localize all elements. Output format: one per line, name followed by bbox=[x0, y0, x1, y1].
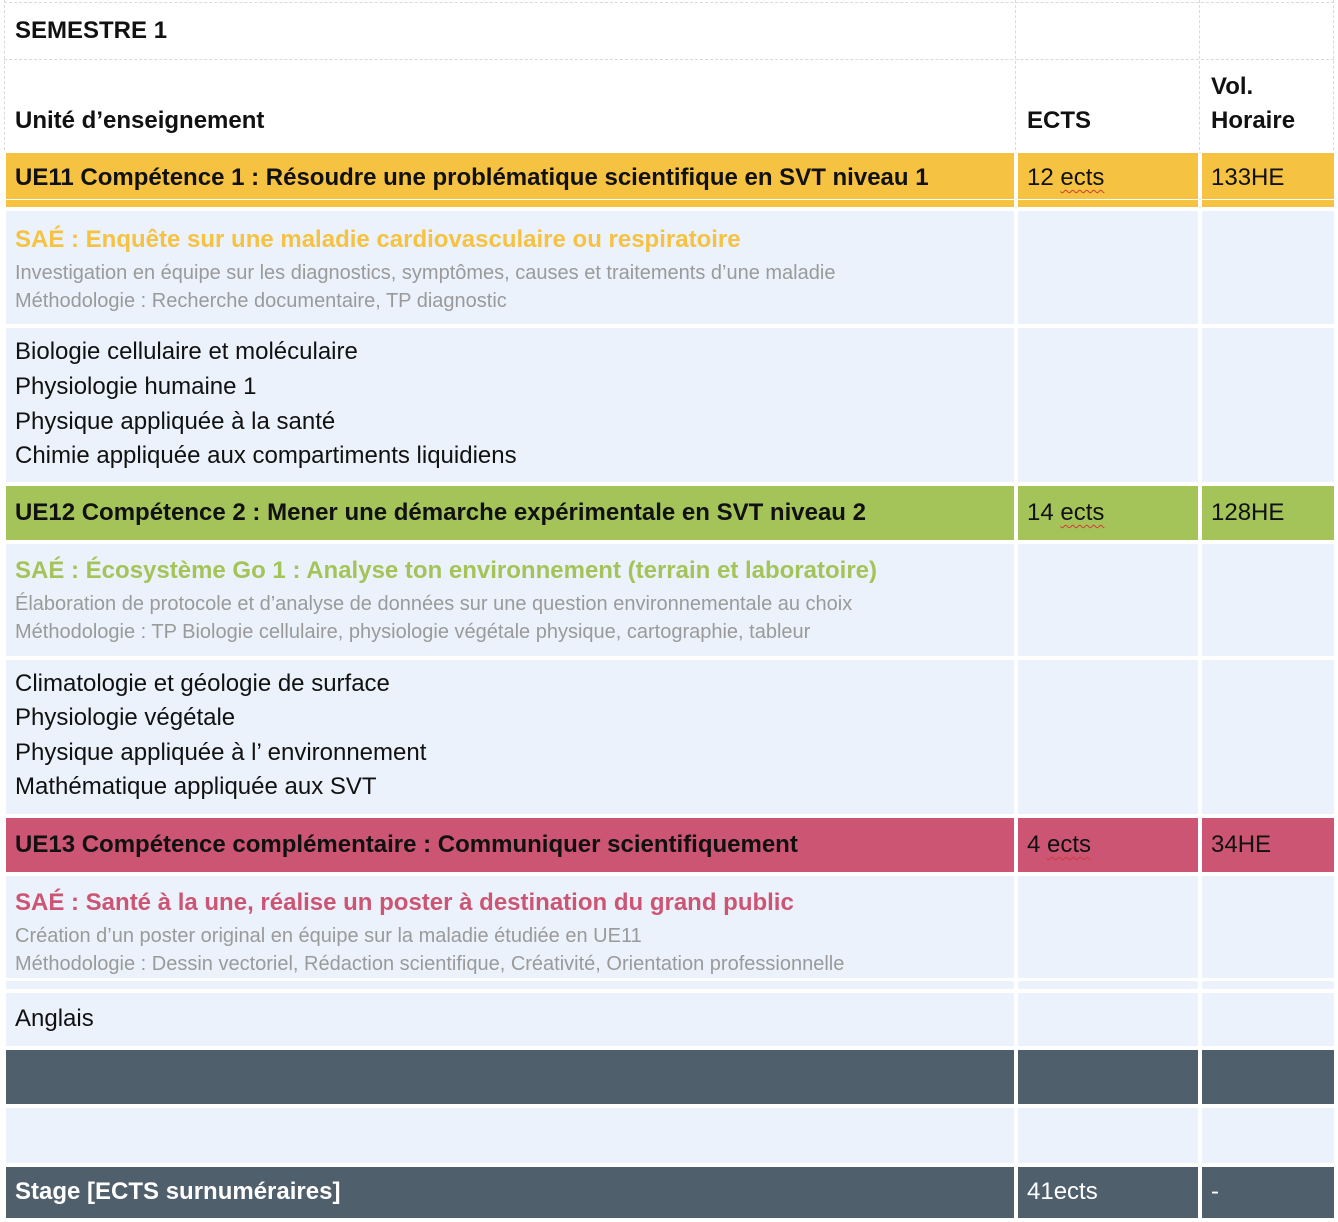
column-header-unit: Unité d’enseignement bbox=[15, 107, 265, 134]
empty-dark-row bbox=[0, 1050, 1338, 1104]
ue12-sae-title: SAÉ : Écosystème Go 1 : Analyse ton environnement (terrain et laboratoire) bbox=[15, 557, 877, 584]
ue12-sae-description: Élaboration de protocole et d’analyse de données sur une question environnementale au choix bbox=[15, 593, 853, 615]
ue13-sae-title: SAÉ : Santé à la une, réalise un poster à destination du grand public bbox=[15, 889, 794, 916]
ue11-sae-row bbox=[0, 211, 1338, 324]
list-item: Physiologie végétale bbox=[15, 704, 236, 731]
list-item: Physique appliquée à la santé bbox=[15, 408, 336, 435]
ue13-sae-row bbox=[0, 876, 1338, 978]
stage-hours-cell bbox=[1202, 1167, 1334, 1218]
ue12-hours-cell bbox=[1202, 486, 1334, 540]
ue11-ects-unit: ects bbox=[1060, 164, 1105, 191]
ue12-sae-methodology: Méthodologie : TP Biologie cellulaire, physiologie végétale physique, cartographie, tableur bbox=[15, 621, 811, 643]
ue12-ects-number: 14 bbox=[1027, 499, 1054, 526]
ue11-stripe bbox=[0, 200, 1338, 207]
column-header-volume: Vol. bbox=[1211, 73, 1254, 100]
ue13-courses-row bbox=[0, 993, 1338, 1046]
ue11-courses-row bbox=[0, 328, 1338, 482]
stage-ects: 41ects bbox=[1027, 1178, 1098, 1205]
ue12-header-row bbox=[0, 486, 1338, 540]
ue13-sae-description: Création d’un poster original en équipe sur la maladie étudiée en UE11 bbox=[15, 925, 642, 947]
column-header-ects: ECTS bbox=[1027, 107, 1092, 134]
list-item: Biologie cellulaire et moléculaire bbox=[15, 338, 358, 365]
ue12-courses-row bbox=[0, 660, 1338, 814]
ue13-title-cell bbox=[6, 818, 1014, 872]
ue11-courses-cell bbox=[6, 328, 1014, 482]
list-item: Physiologie humaine 1 bbox=[15, 373, 257, 400]
stage-ects-cell bbox=[1018, 1167, 1198, 1218]
ue11-hours: 133HE bbox=[1211, 164, 1285, 191]
table-header bbox=[0, 60, 1338, 150]
ue12-sae-cell bbox=[6, 544, 1014, 656]
ue13-hours-cell bbox=[1202, 818, 1334, 872]
list-item: Physique appliquée à l’ environnement bbox=[15, 739, 427, 766]
ue11-sae-title: SAÉ : Enquête sur une maladie cardiovasculaire ou respiratoire bbox=[15, 226, 741, 253]
ue13-ects-unit: ects bbox=[1047, 831, 1092, 858]
ue11-sae-methodology: Méthodologie : Recherche documentaire, TP diagnostic bbox=[15, 290, 507, 312]
ue12-hours: 128HE bbox=[1211, 499, 1285, 526]
ue11-ects bbox=[1027, 164, 1104, 192]
semester-row bbox=[0, 3, 1338, 59]
ue12-sae-row bbox=[0, 544, 1338, 656]
ue11-sae-description: Investigation en équipe sur les diagnostics, symptômes, causes et traitements d’une maladie bbox=[15, 262, 836, 284]
ue13-spacer-row bbox=[0, 981, 1338, 989]
ue12-title: UE12 Compétence 2 : Mener une démarche expérimentale en SVT niveau 2 bbox=[15, 499, 866, 526]
ue11-header-row bbox=[0, 153, 1338, 199]
ue13-sae-methodology: Méthodologie : Dessin vectoriel, Rédaction scientifique, Créativité, Orientation professionnelle bbox=[15, 953, 845, 975]
ue11-ects-number: 12 bbox=[1027, 164, 1054, 191]
ue12-title-cell bbox=[6, 486, 1014, 540]
ue13-sae-cell bbox=[6, 876, 1014, 978]
ue11-title-cell bbox=[6, 153, 1014, 199]
stage-label-cell bbox=[6, 1167, 1014, 1218]
ue13-title: UE13 Compétence complémentaire : Communiquer scientifiquement bbox=[15, 831, 798, 858]
stage-row bbox=[0, 1167, 1338, 1218]
stage-label: Stage [ECTS surnuméraires] bbox=[15, 1178, 341, 1205]
stage-hours: - bbox=[1211, 1178, 1219, 1205]
ue13-ects bbox=[1027, 831, 1091, 859]
ue11-hours-cell bbox=[1202, 153, 1334, 199]
ue12-ects-unit: ects bbox=[1060, 499, 1105, 526]
list-item: Chimie appliquée aux compartiments liquidiens bbox=[15, 442, 517, 469]
ue12-ects-cell bbox=[1018, 486, 1198, 540]
list-item: Climatologie et géologie de surface bbox=[15, 670, 390, 697]
ue11-sae-cell bbox=[6, 211, 1014, 324]
ue12-courses-cell bbox=[6, 660, 1014, 814]
list-item: Anglais bbox=[15, 1005, 94, 1032]
empty-light-row bbox=[0, 1108, 1338, 1163]
column-header-hours: Horaire bbox=[1211, 107, 1296, 134]
semester-title: SEMESTRE 1 bbox=[15, 17, 168, 44]
ue11-title: UE11 Compétence 1 : Résoudre une problématique scientifique en SVT niveau 1 bbox=[15, 164, 929, 191]
ue13-courses-cell bbox=[6, 993, 1014, 1046]
ue13-ects-number: 4 bbox=[1027, 831, 1041, 858]
ue13-ects-cell bbox=[1018, 818, 1198, 872]
ue11-ects-cell bbox=[1018, 153, 1198, 199]
ue12-ects bbox=[1027, 499, 1104, 527]
ue13-hours: 34HE bbox=[1211, 831, 1272, 858]
ue13-header-row bbox=[0, 818, 1338, 872]
list-item: Mathématique appliquée aux SVT bbox=[15, 773, 377, 800]
